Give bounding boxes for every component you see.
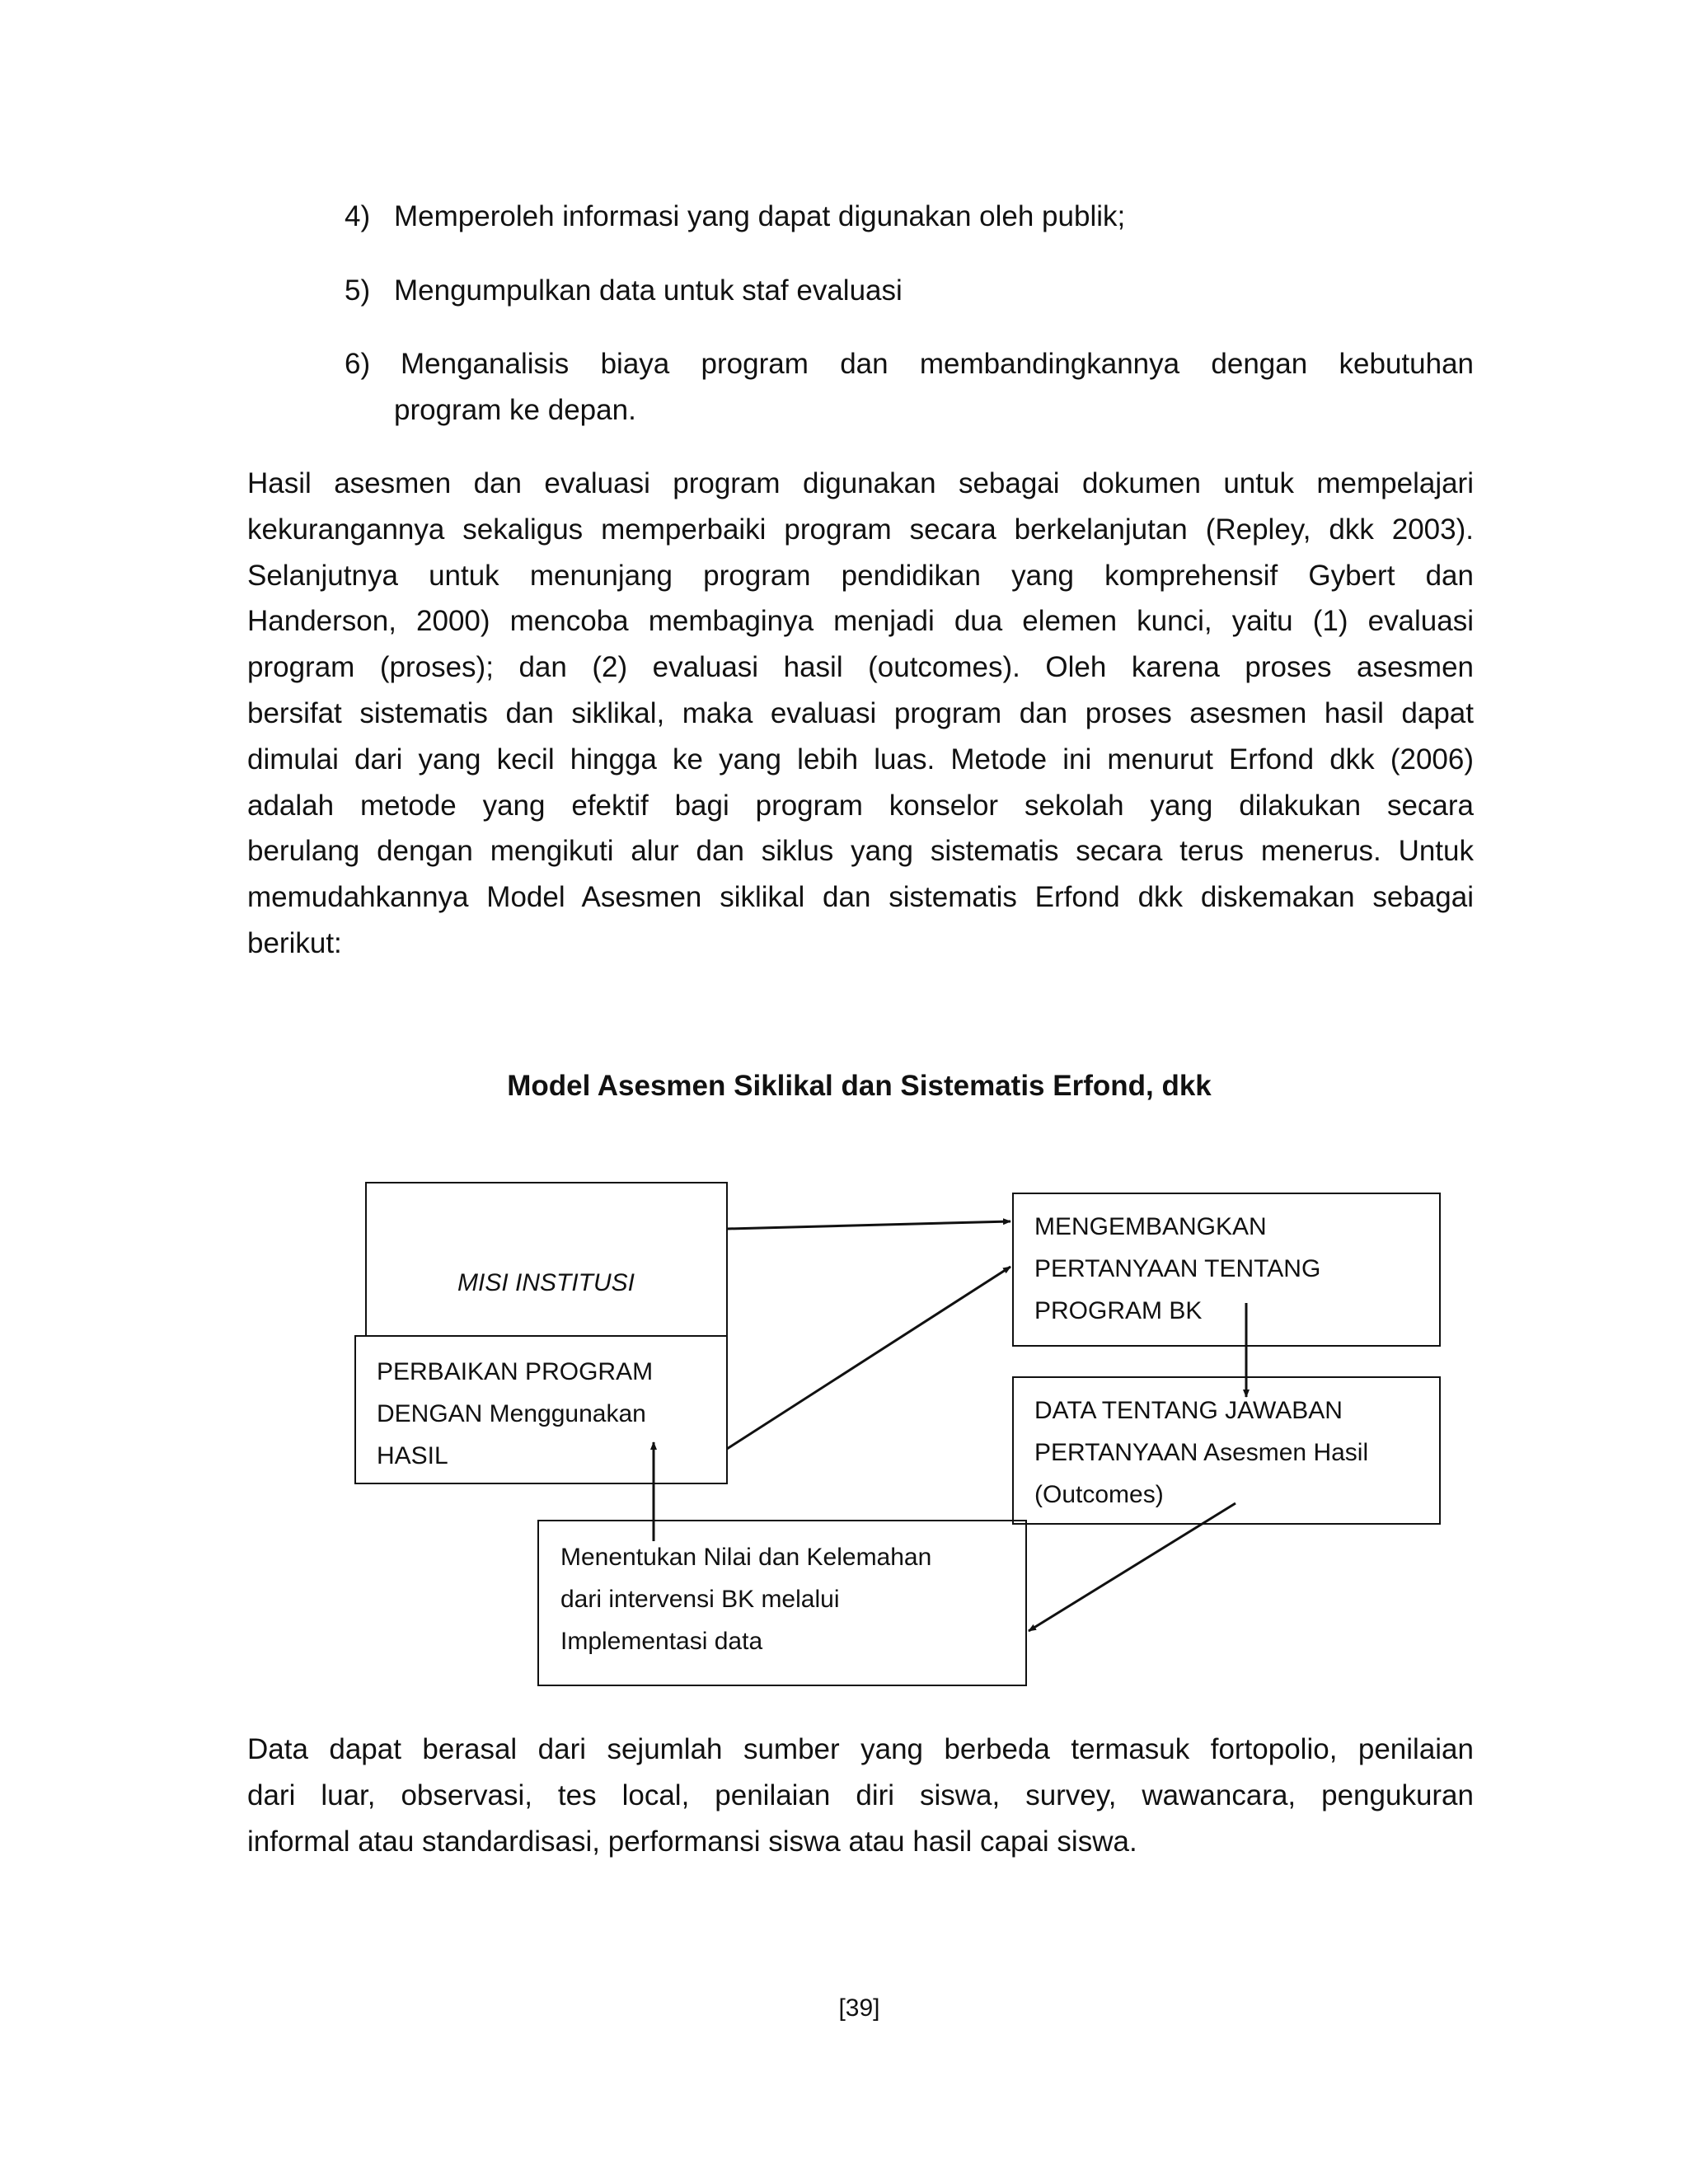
- list-text: Mengumpulkan data untuk staf evaluasi: [394, 274, 903, 307]
- list-number: 6): [345, 348, 371, 380]
- box-text: PERBAIKAN PROGRAM: [377, 1358, 654, 1385]
- paragraph-line: bersifat sistematis dan siklikal, maka evaluasi program dan proses asesmen hasil dapat: [247, 696, 1474, 729]
- body-paragraph-2: [247, 1727, 1474, 1864]
- arrow-data-to-menentukan: [1029, 1503, 1236, 1631]
- paragraph-line: Handerson, 2000) mencoba membaginya menjadi dua elemen kunci, yaitu (1) evaluasi: [247, 605, 1474, 638]
- paragraph-line: informal atau standardisasi, performansi siswa atau hasil capai siswa.: [247, 1825, 1137, 1858]
- box-text: HASIL: [377, 1442, 448, 1469]
- paragraph-line: dimulai dari yang kecil hingga ke yang lebih luas. Metode ini menurut Erfond dkk (2006): [247, 743, 1474, 776]
- list-number: 4): [345, 200, 371, 232]
- arrow-misi-to-mengembangkan: [727, 1221, 1010, 1229]
- diagram-title: Model Asesmen Siklikal dan Sistematis Erfond, dkk: [507, 1070, 1212, 1102]
- paragraph-line: program (proses); dan (2) evaluasi hasil (outcomes). Oleh karena proses asesmen: [247, 651, 1474, 684]
- paragraph-line: berulang dengan mengikuti alur dan siklus yang sistematis secara terus menerus. Untuk: [247, 835, 1474, 868]
- box-text: Implementasi data: [560, 1628, 763, 1655]
- list-text: Menganalisis biaya program dan membandingkannya dengan kebutuhan: [401, 348, 1474, 380]
- box-text: DATA TENTANG JAWABAN: [1034, 1397, 1343, 1424]
- paragraph-line: memudahkannya Model Asesmen siklikal dan sistematis Erfond dkk diskemakan sebagai: [247, 881, 1474, 914]
- list-number: 5): [345, 274, 371, 307]
- box-text: PROGRAM BK: [1034, 1297, 1203, 1324]
- box-text: MENGEMBANGKAN: [1034, 1213, 1267, 1240]
- paragraph-line: berikut:: [247, 926, 342, 959]
- list-text-continued: program ke depan.: [394, 394, 636, 426]
- paragraph-line: Hasil asesmen dan evaluasi program digunakan sebagai dokumen untuk mempelajari: [247, 467, 1474, 499]
- box-text: PERTANYAAN Asesmen Hasil: [1034, 1439, 1369, 1466]
- page-number: [39]: [838, 1994, 880, 2022]
- box-text: dari intervensi BK melalui: [560, 1586, 840, 1613]
- paragraph-line: dari luar, observasi, tes local, penilaian diri siswa, survey, wawancara, pengukuran: [247, 1779, 1474, 1811]
- paragraph-line: adalah metode yang efektif bagi program konselor sekolah yang dilakukan secara: [247, 789, 1474, 822]
- box-text: Menentukan Nilai dan Kelemahan: [560, 1544, 932, 1571]
- paragraph-line: Data dapat berasal dari sejumlah sumber yang berbeda termasuk fortopolio, penilaian: [247, 1733, 1474, 1765]
- box-text: MISI INSTITUSI: [457, 1269, 635, 1296]
- box-text: PERTANYAAN TENTANG: [1034, 1255, 1321, 1282]
- paragraph-line: Selanjutnya untuk menunjang program pendidikan yang komprehensif Gybert dan: [247, 559, 1474, 592]
- box-text: DENGAN Menggunakan: [377, 1400, 646, 1427]
- list-text: Memperoleh informasi yang dapat digunakan oleh publik;: [394, 200, 1126, 232]
- box-text: (Outcomes): [1034, 1481, 1164, 1508]
- arrow-perbaikan-to-mengembangkan: [727, 1267, 1010, 1449]
- paragraph-line: kekurangannya sekaligus memperbaiki program secara berkelanjutan (Repley, dkk 2003).: [247, 513, 1474, 546]
